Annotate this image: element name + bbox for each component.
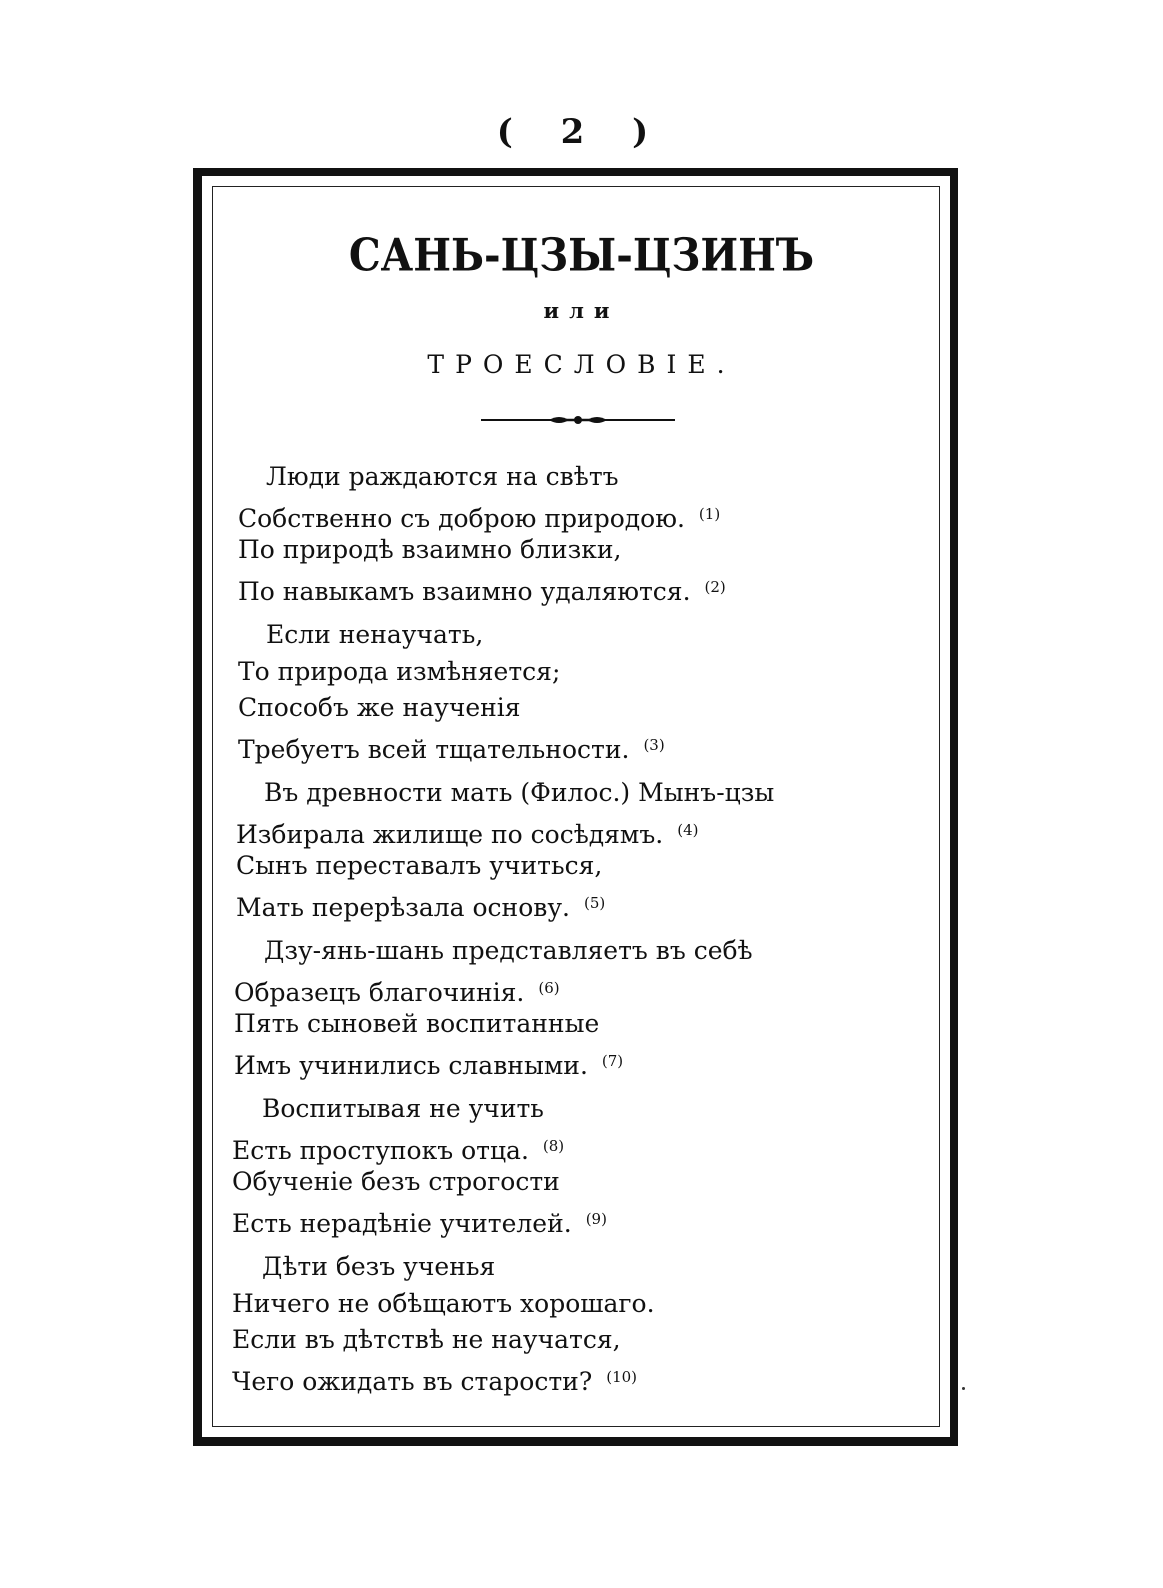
poem-line-text: Пять сыновей воспитанные: [234, 1009, 600, 1038]
poem-line: [238, 572, 726, 607]
footnote-marker: (9): [585, 1209, 607, 1228]
poem-line-text: Дзу-янь-шань представляетъ въ себѣ: [264, 936, 753, 965]
poem-line-text: Способъ же наученія: [238, 693, 521, 722]
footnote-marker: (7): [601, 1051, 624, 1070]
footnote-marker: (4): [677, 820, 699, 839]
poem-line-text: Въ древности мать (Филос.) Мынъ-цзы: [264, 778, 775, 807]
poem-line: [236, 851, 602, 881]
footnote-marker: (2): [704, 577, 726, 596]
subtitle-or: или: [543, 298, 620, 323]
poem-line: [238, 730, 665, 765]
poem-line-text: Образецъ благочинія.: [234, 977, 525, 1007]
poem-line-text: По навыкамъ взаимно удаляются.: [238, 576, 691, 606]
poem-line-text: Есть нерадѣніе учителей.: [232, 1208, 572, 1238]
poem-line-text: Дѣти безъ ученья: [262, 1252, 496, 1281]
poem-line-text: Воспитывая не учить: [262, 1094, 544, 1123]
footnote-marker: (6): [538, 978, 560, 997]
title: САНЬ-ЦЗЫ-ЦЗИНЪ: [348, 229, 815, 282]
poem-line-text: То природа измѣняется;: [238, 656, 561, 686]
poem-line: [232, 1325, 621, 1355]
poem-line: [264, 778, 774, 808]
poem-line: [238, 499, 720, 534]
poem-line-text: Избирала жилище по сосѣдямъ.: [236, 819, 664, 849]
subtitle-main: ТРОЕСЛОВІЕ.: [427, 350, 736, 379]
poem-line: [264, 936, 753, 966]
poem-line: [262, 1252, 495, 1282]
poem-line: [266, 462, 619, 492]
poem-line: [234, 1009, 599, 1039]
footnote-marker: (8): [542, 1136, 565, 1155]
footnote-marker: (10): [606, 1367, 638, 1386]
footnote-marker: (1): [698, 504, 721, 523]
poem-line: [232, 1204, 607, 1239]
poem-line-text: По природѣ взаимно близки,: [238, 535, 622, 564]
poem-line: [238, 535, 621, 565]
poem-line: [236, 888, 605, 923]
poem-line: [236, 815, 698, 850]
poem-line: [238, 693, 521, 723]
poem-line-text: Обученіе безъ строгости: [232, 1167, 560, 1196]
poem-line-text: Ничего не обѣщаютъ хорошаго.: [232, 1288, 655, 1318]
poem-line-text: Если въ дѣтствѣ не научатся,: [232, 1325, 621, 1354]
poem-line-text: Собственно съ доброю природою.: [238, 503, 685, 533]
poem-line: [232, 1131, 564, 1166]
poem-line-text: Мать перерѣзала основу.: [236, 892, 570, 922]
poem-line-text: Люди раждаются на свѣтъ: [266, 462, 619, 491]
poem-line: [266, 620, 483, 650]
poem-line: [234, 973, 560, 1008]
poem-line-text: Имъ учинились славными.: [234, 1050, 588, 1080]
poem-line-text: Чего ожидать въ старости?: [232, 1366, 593, 1396]
poem-line-text: Требуетъ всей тщательности.: [238, 734, 630, 764]
footnote-marker: (5): [584, 893, 606, 912]
poem-line: [262, 1094, 544, 1124]
ink-speck: [962, 1387, 965, 1390]
poem-line: [238, 657, 560, 687]
poem-line-text: Есть проступокъ отца.: [232, 1135, 529, 1165]
poem-line-text: Если ненаучать,: [266, 620, 484, 649]
poem-line: [234, 1046, 623, 1081]
poem-line: [232, 1362, 637, 1397]
footnote-marker: (3): [643, 735, 665, 754]
poem-line: [232, 1167, 560, 1197]
poem-line: [232, 1289, 655, 1319]
page-number: ( 2 ): [496, 112, 667, 152]
poem-line-text: Сынъ переставалъ учиться,: [236, 851, 603, 880]
